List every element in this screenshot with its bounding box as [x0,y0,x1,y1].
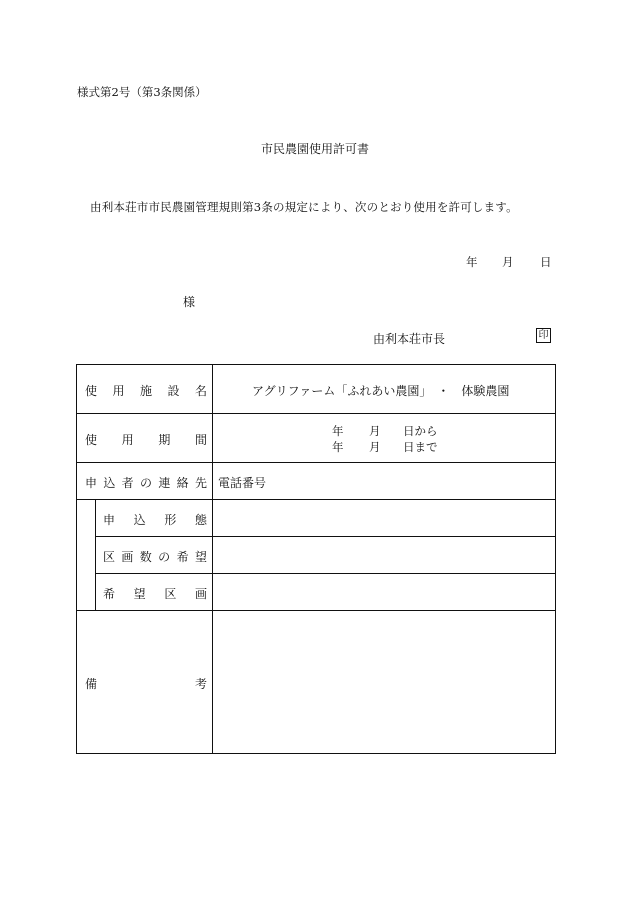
issuer-name: 由利本荘市長 [373,332,446,346]
issue-month: 月 [502,255,514,269]
phone-number-field: 電話番号 [218,476,267,490]
row-divider [77,499,555,500]
facility-label: 使 用 施 設 名 [85,384,207,398]
seal-mark: 印 [536,328,551,343]
applicant-contact-label: 申 込 者 の 連 絡 先 [85,476,207,490]
issue-date [466,254,552,270]
facility-name-value: アグリファーム「ふれあい農園」 ・ 体験農園 [252,384,510,398]
document-title: 市民農園使用許可書 [260,142,369,156]
subgroup-divider [95,499,96,610]
form-number: 様式第2号（第3条関係） [77,85,207,99]
desired-plot-label: 希 望 区 画 [103,587,207,601]
issue-day: 日 [540,255,552,269]
application-type-label: 申 込 形 態 [103,513,207,527]
permission-statement: 由利本荘市市民農園管理規則第3条の規定により、次のとおり使用を許可します。 [90,200,518,214]
row-divider [77,413,555,414]
row-divider [95,536,555,537]
addressee-suffix: 様 [183,295,196,309]
row-divider [77,462,555,463]
period-to: 年 月 日まで [332,440,438,454]
period-from: 年 月 日から [332,424,438,438]
remarks-label: 備 考 [85,677,207,691]
period-label: 使 用 期 間 [85,433,207,447]
row-divider [77,610,555,611]
plot-count-label: 区 画 数 の 希 望 [103,550,207,564]
permit-table [76,364,556,754]
row-divider [95,573,555,574]
issue-year: 年 [466,255,478,269]
column-divider [212,365,213,753]
